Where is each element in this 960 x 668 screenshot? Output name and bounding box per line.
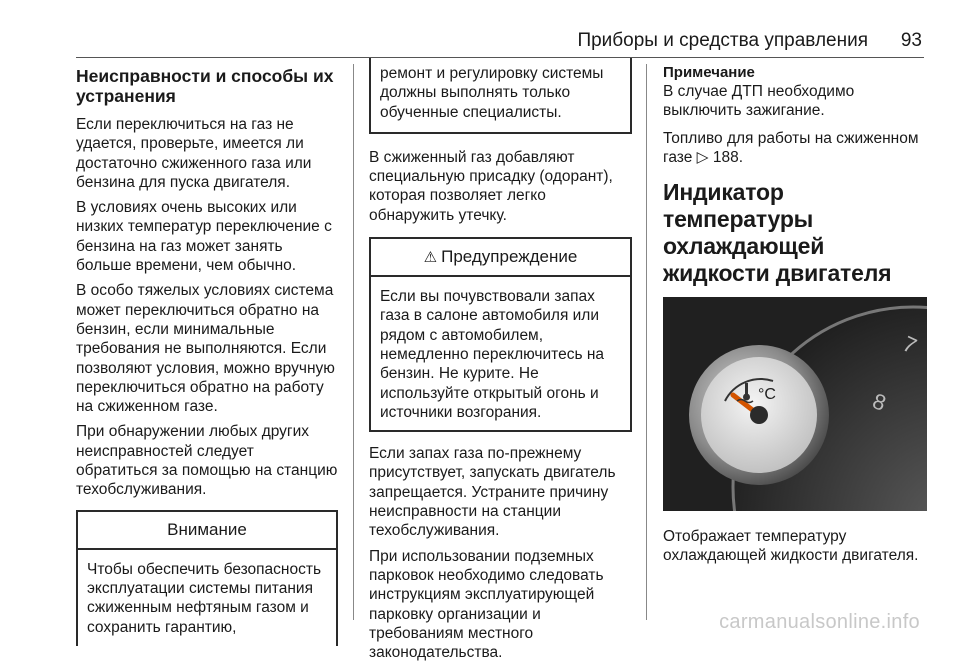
- fuel-text: Топливо для работы на сжиженном газе: [663, 129, 919, 166]
- note-label: Примечание: [663, 64, 755, 81]
- paragraph: Если переключиться на газ не удается, проверьте, имеется ли достаточно сжиженного газа или бензина для пуска двигателя.: [76, 116, 312, 191]
- note-text: В случае ДТП необходимо выключить зажигание.: [663, 83, 855, 120]
- gauge-unit-label: °C: [758, 386, 776, 404]
- paragraph: В сжиженный газ добавляют специальную присадку (одорант), которая позволяет легко обнаружить утечку.: [369, 148, 613, 224]
- caution-text: Чтобы обеспечить безопасность эксплуатации системы питания сжиженным нефтяным газом и сохранить гарантию,: [87, 560, 322, 636]
- caution-box: [76, 510, 338, 646]
- speedo-digit: 7: [898, 331, 921, 359]
- column-3: [663, 64, 927, 572]
- page-header: [0, 10, 960, 50]
- section-heading-coolant-temperature: Индикатор температуры охлаждающей жидкости двигателя: [663, 179, 892, 287]
- section-heading-troubleshooting: Неисправности и способы их устранения: [76, 66, 334, 106]
- figure-caption: Отображает температуру охлаждающей жидкости двигателя.: [663, 528, 919, 565]
- gauge-hub: [750, 406, 768, 424]
- caution-box-continued: [369, 58, 632, 134]
- warning-box: [369, 237, 632, 432]
- running-title: Приборы и средства управления: [577, 30, 868, 51]
- warning-header: [371, 239, 630, 277]
- page-ref-link[interactable]: 188.: [712, 148, 744, 166]
- column-2: [369, 64, 632, 668]
- paragraph: При использовании подземных парковок необходимо следовать инструкциям эксплуатирующей парковку организации и требованиям местного законодательства.: [369, 547, 604, 662]
- paragraph: В условиях очень высоких или низких температур переключение с бензина на газ может занять больше времени, чем обычно.: [76, 199, 332, 275]
- fuel-reference: [663, 129, 927, 168]
- column-divider-2: [646, 64, 647, 620]
- warning-text: Если вы почувствовали запах газа в салоне автомобиля или рядом с автомобилем, немедленно переключитесь на бензин. Не курите. Не используйте открытый огонь и источники возгорания.: [380, 288, 605, 421]
- page-number: 93: [900, 30, 922, 51]
- warning-title: Предупреждение: [441, 247, 578, 267]
- speedo-digit: 8: [869, 388, 890, 417]
- gauge-illustration: [663, 297, 927, 511]
- paragraph: При обнаружении любых других неисправностей следует обратиться за помощью на станцию техобслуживания.: [76, 423, 338, 499]
- watermark: carmanualsonline.info: [719, 611, 920, 633]
- coolant-temperature-gauge-image: [663, 297, 927, 511]
- warning-triangle-icon: ⚠: [423, 249, 438, 267]
- column-1: [76, 64, 338, 646]
- caution-continued-text: ремонт и регулировку системы должны выполнять только обученные специалисты.: [380, 65, 604, 121]
- column-divider-1: [353, 64, 354, 620]
- paragraph: Если запах газа по-прежнему присутствует, запускать двигатель запрещается. Устраните причину неисправности на станции техобслуживания.: [369, 445, 616, 540]
- caution-title: Внимание: [78, 512, 336, 550]
- paragraph: В особо тяжелых условиях система может переключиться обратно на бензин, если минимальные требования не выполняются. Если позволяют условия, можно вручную переключиться обратно на работу на сжиженном газе.: [76, 282, 335, 416]
- page-ref-arrow-icon: ▷: [696, 148, 709, 166]
